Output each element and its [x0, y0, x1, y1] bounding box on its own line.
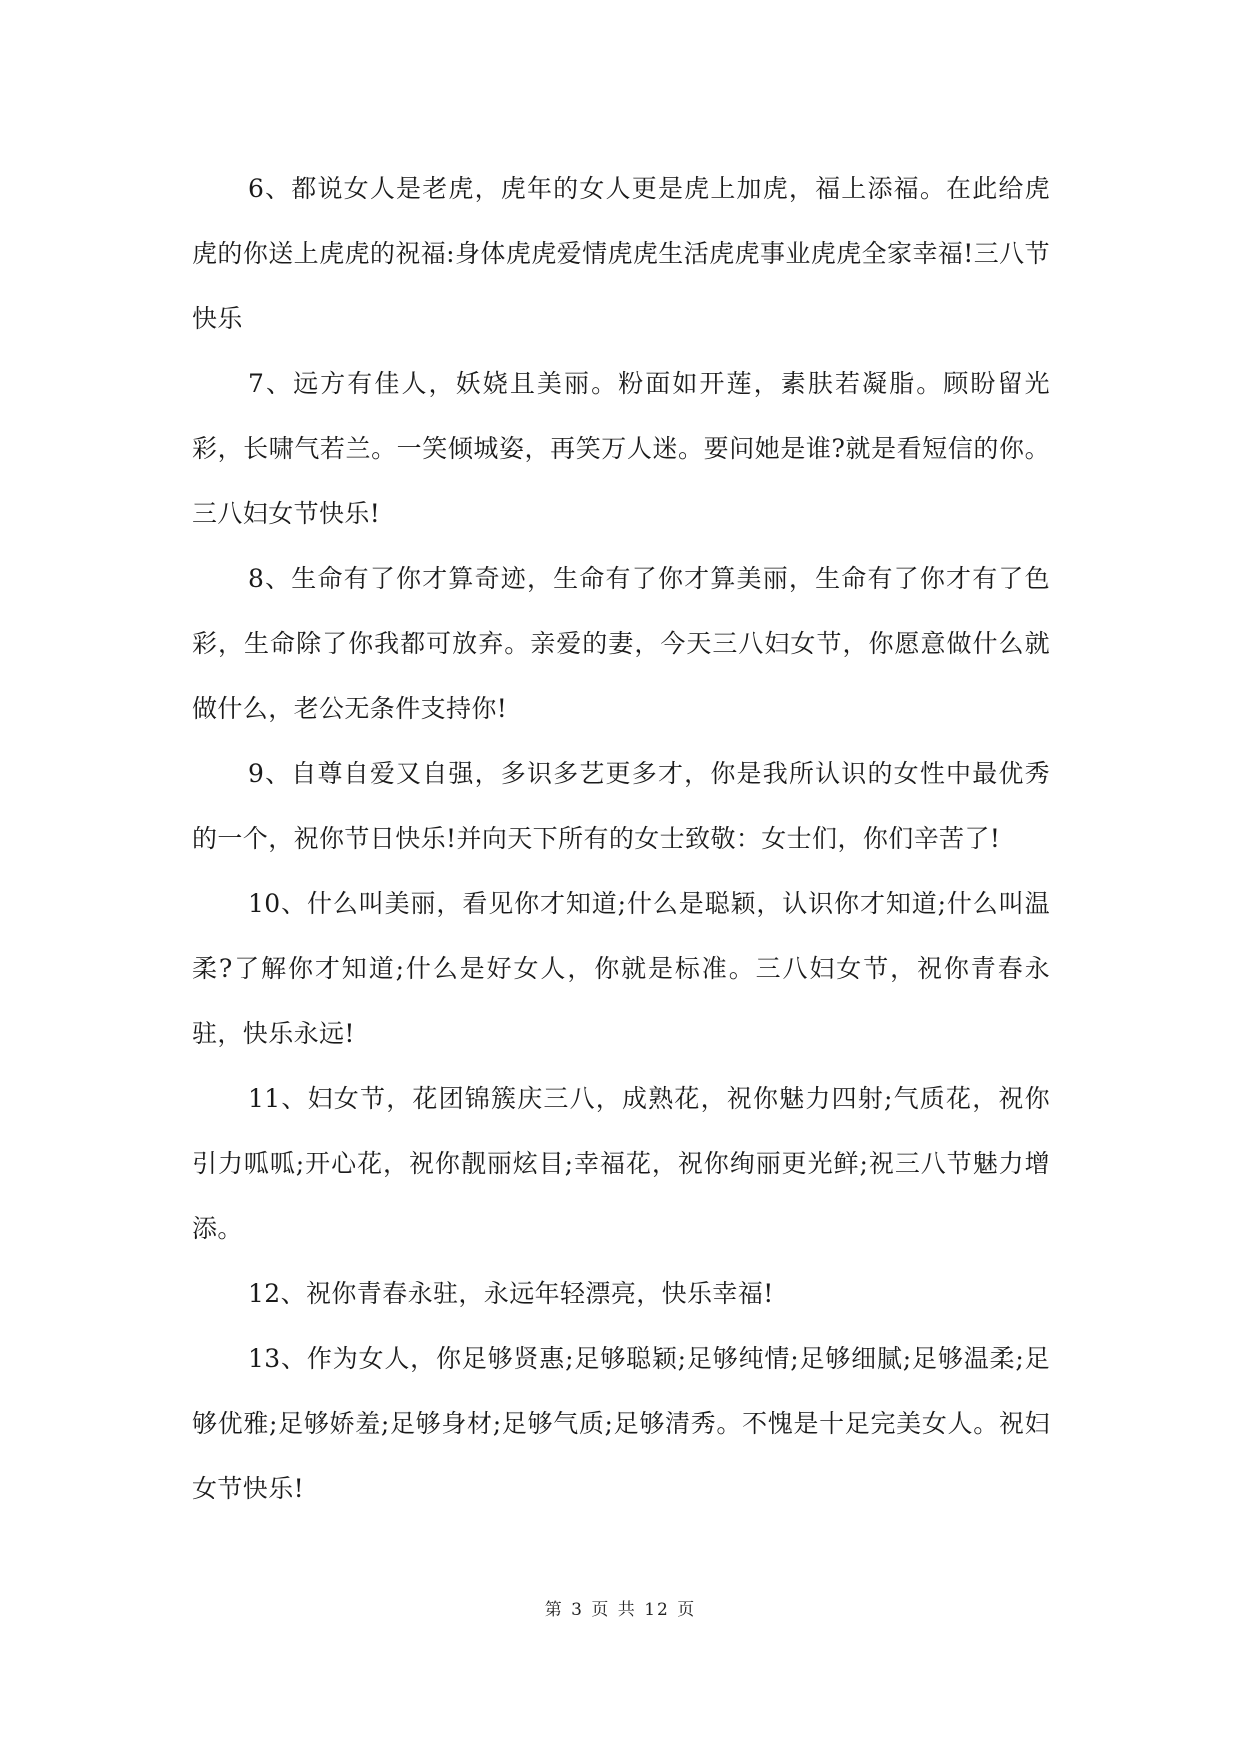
page-number-footer: 第 3 页 共 12 页 — [544, 1600, 697, 1620]
paragraph-13: 13、作为女人，你足够贤惠;足够聪颖;足够纯情;足够细腻;足够温柔;足够优雅;足够娇羞;足够身材;足够气质;足够清秀。不愧是十足完美女人。祝妇女节快乐! — [192, 1344, 1050, 1503]
paragraph-12: 12、祝你青春永驻，永远年轻漂亮，快乐幸福! — [248, 1279, 774, 1308]
paragraph-10: 10、什么叫美丽，看见你才知道;什么是聪颖，认识你才知道;什么叫温柔?了解你才知道;什么是好女人，你就是标准。三八妇女节，祝你青春永驻，快乐永远! — [192, 889, 1050, 1048]
paragraph-9: 9、自尊自爱又自强，多识多艺更多才，你是我所认识的女性中最优秀的一个，祝你节日快乐!并向天下所有的女士致敬：女士们，你们辛苦了! — [192, 759, 1050, 853]
document-body — [192, 156, 1050, 1521]
paragraph-11: 11、妇女节，花团锦簇庆三八，成熟花，祝你魅力四射;气质花，祝你引力呱呱;开心花，祝你靓丽炫目;幸福花，祝你绚丽更光鲜;祝三八节魅力增添。 — [192, 1084, 1050, 1243]
paragraph-6: 6、都说女人是老虎，虎年的女人更是虎上加虎，福上添福。在此给虎虎的你送上虎虎的祝福:身体虎虎爱情虎虎生活虎虎事业虎虎全家幸福!三八节快乐 — [192, 174, 1050, 333]
paragraph-7: 7、远方有佳人，妖娆且美丽。粉面如开莲，素肤若凝脂。顾盼留光彩，长啸气若兰。一笑倾城姿，再笑万人迷。要问她是谁?就是看短信的你。三八妇女节快乐! — [192, 369, 1050, 528]
paragraph-8: 8、生命有了你才算奇迹，生命有了你才算美丽，生命有了你才有了色彩，生命除了你我都可放弃。亲爱的妻，今天三八妇女节，你愿意做什么就做什么，老公无条件支持你! — [192, 564, 1050, 723]
